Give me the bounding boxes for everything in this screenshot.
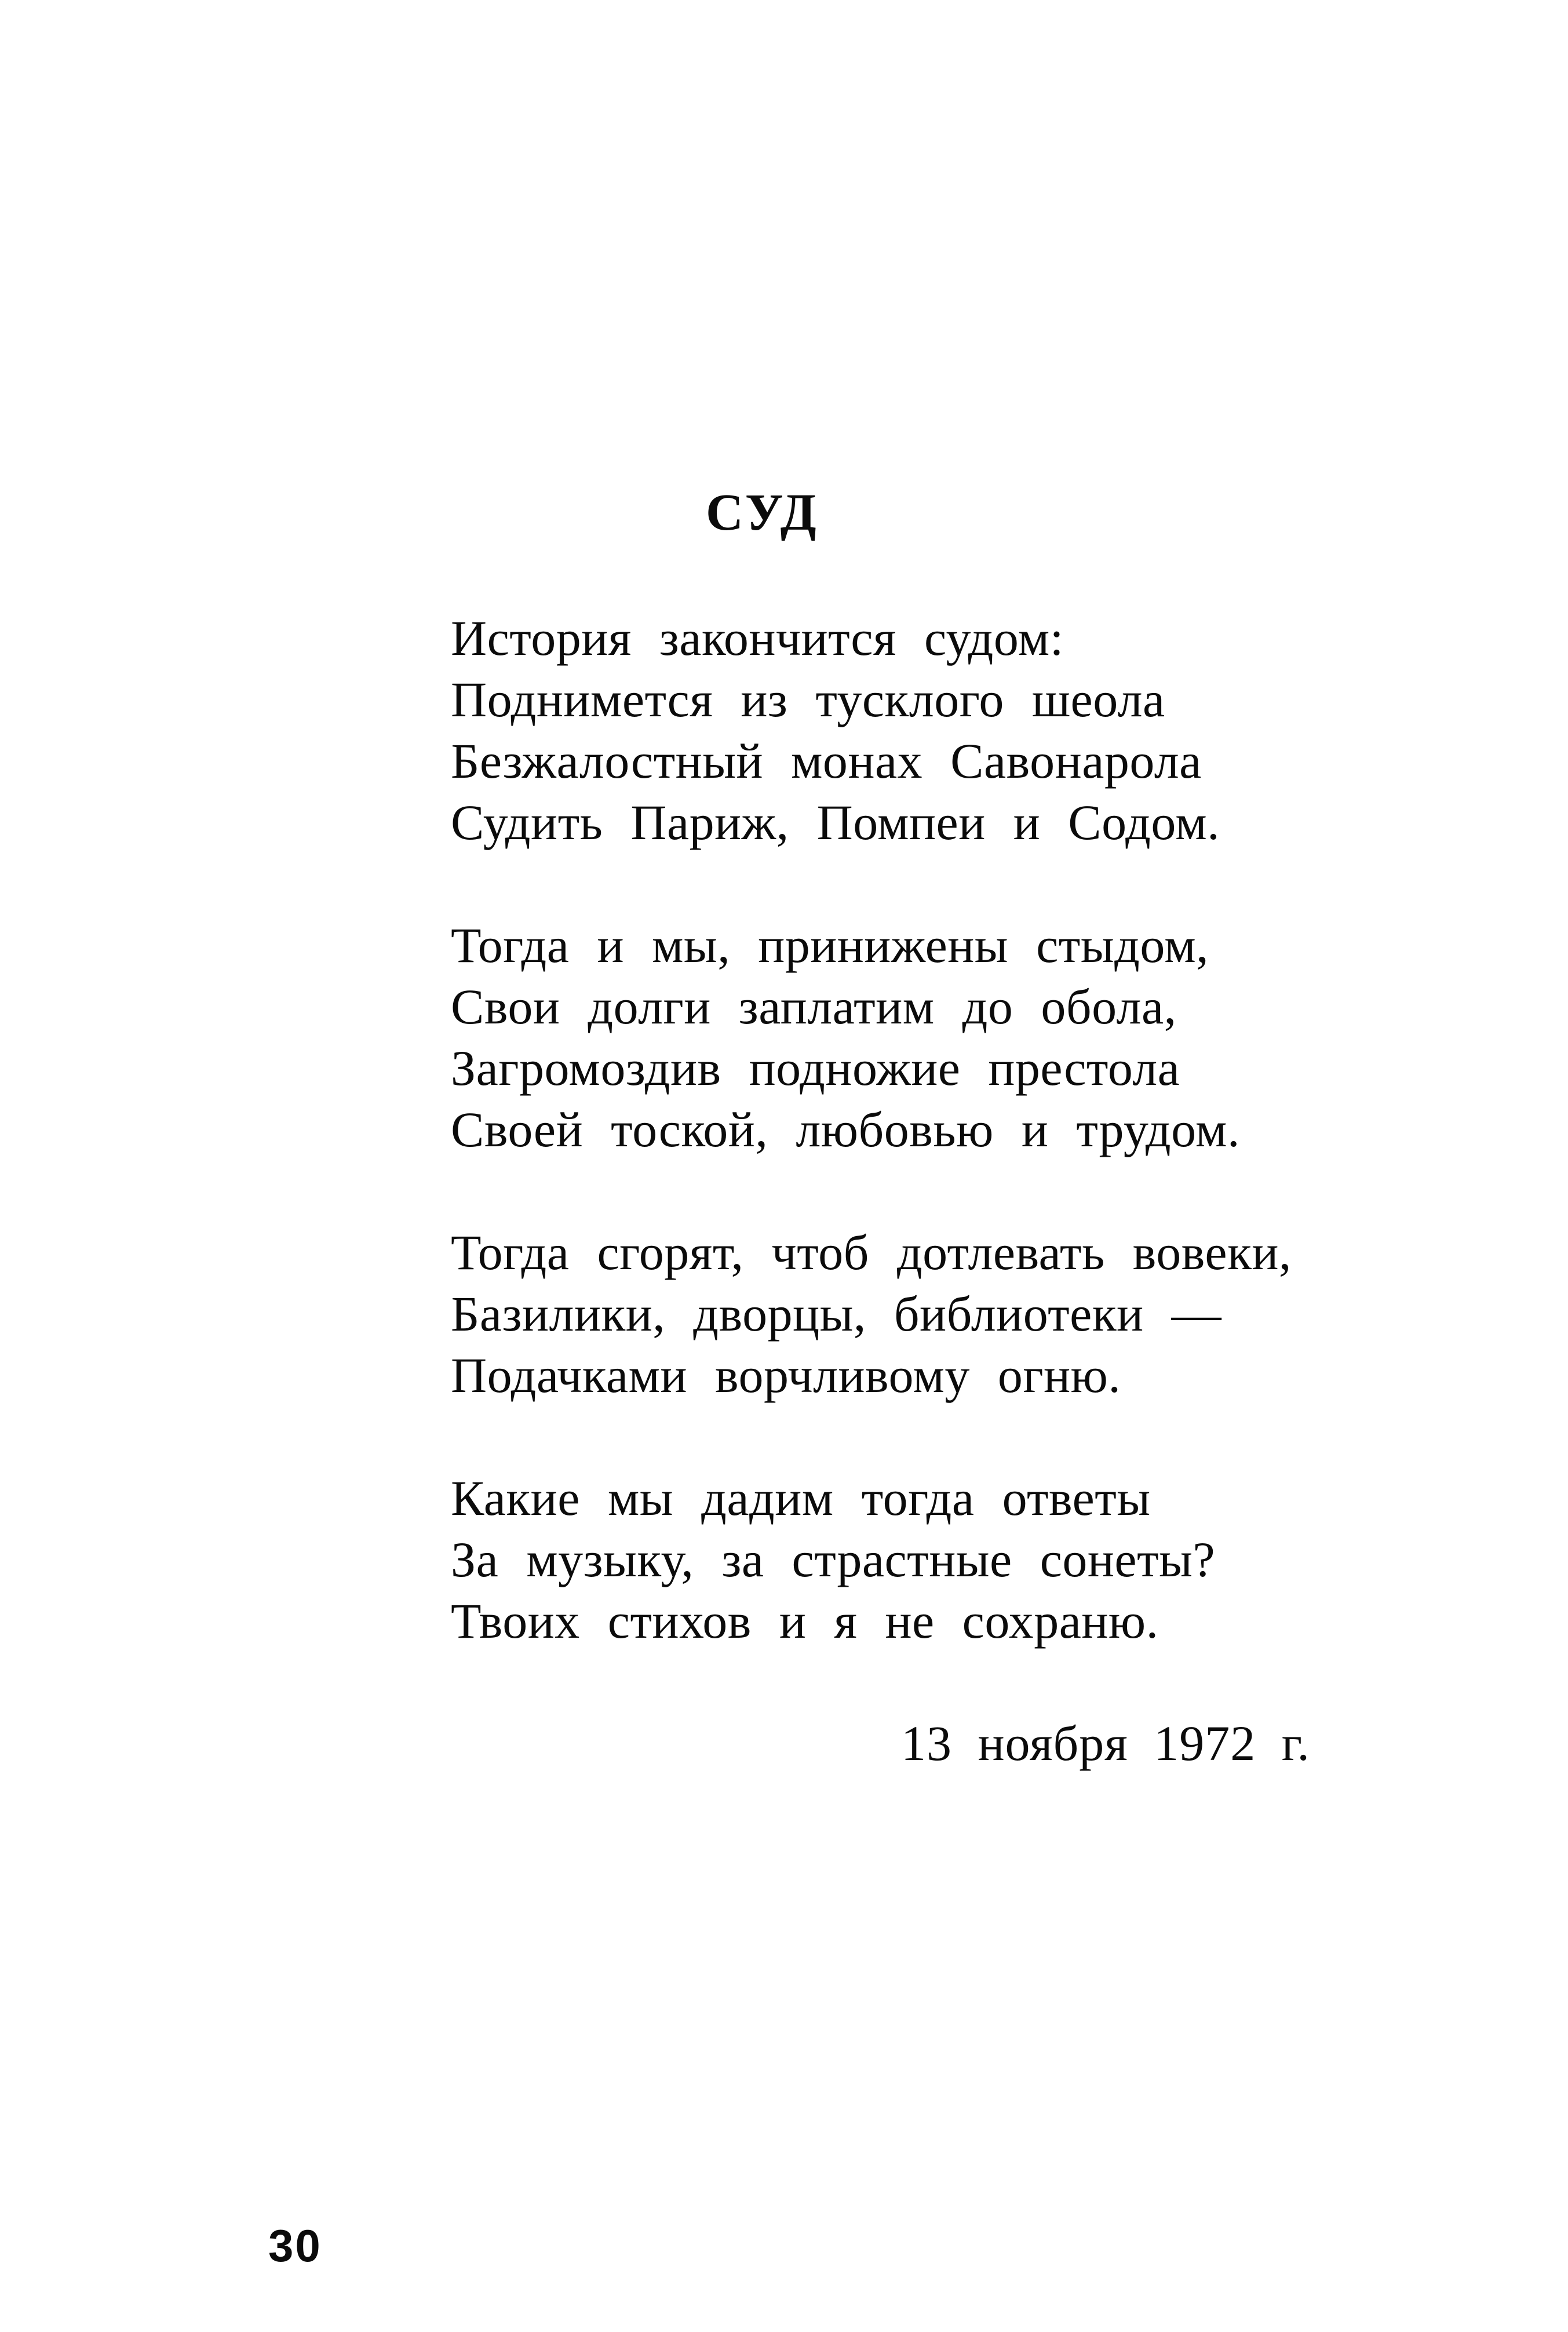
poem-line: Свои долги заплатим до обола, <box>451 979 1177 1034</box>
poem-line: Поднимется из тусклого шеола <box>451 672 1165 727</box>
stanza-1 <box>451 607 1292 853</box>
poem-line: Базилики, дворцы, библиотеки — <box>451 1286 1222 1342</box>
poem-line: История закончится судом: <box>451 610 1064 666</box>
poem-date: 13 ноября 1972 г. <box>901 1715 1310 1771</box>
poem-line: За музыку, за страстные сонеты? <box>451 1532 1216 1587</box>
stanza-2 <box>451 914 1292 1160</box>
poem-line: Тогда сгорят, чтоб дотлевать вовеки, <box>451 1225 1292 1280</box>
poem-line: Своей тоской, любовью и трудом. <box>451 1102 1240 1157</box>
poem-line: Безжалостный монах Савонарола <box>451 733 1202 789</box>
poem-line: Судить Париж, Помпеи и Содом. <box>451 795 1220 850</box>
page-number: 30 <box>268 2220 322 2271</box>
poem-line: Твоих стихов и я не сохраню. <box>451 1593 1159 1649</box>
poem-title: СУД <box>706 484 819 541</box>
poem-line: Какие мы дадим тогда ответы <box>451 1470 1151 1526</box>
stanza-3 <box>451 1222 1292 1406</box>
poem-line: Подачками ворчливому огню. <box>451 1347 1121 1403</box>
poem-line: Тогда и мы, принижены стыдом, <box>451 917 1209 973</box>
stanza-4 <box>451 1467 1292 1652</box>
poem-body <box>451 607 1292 1713</box>
poem-line: Загромоздив подножие престола <box>451 1040 1180 1096</box>
